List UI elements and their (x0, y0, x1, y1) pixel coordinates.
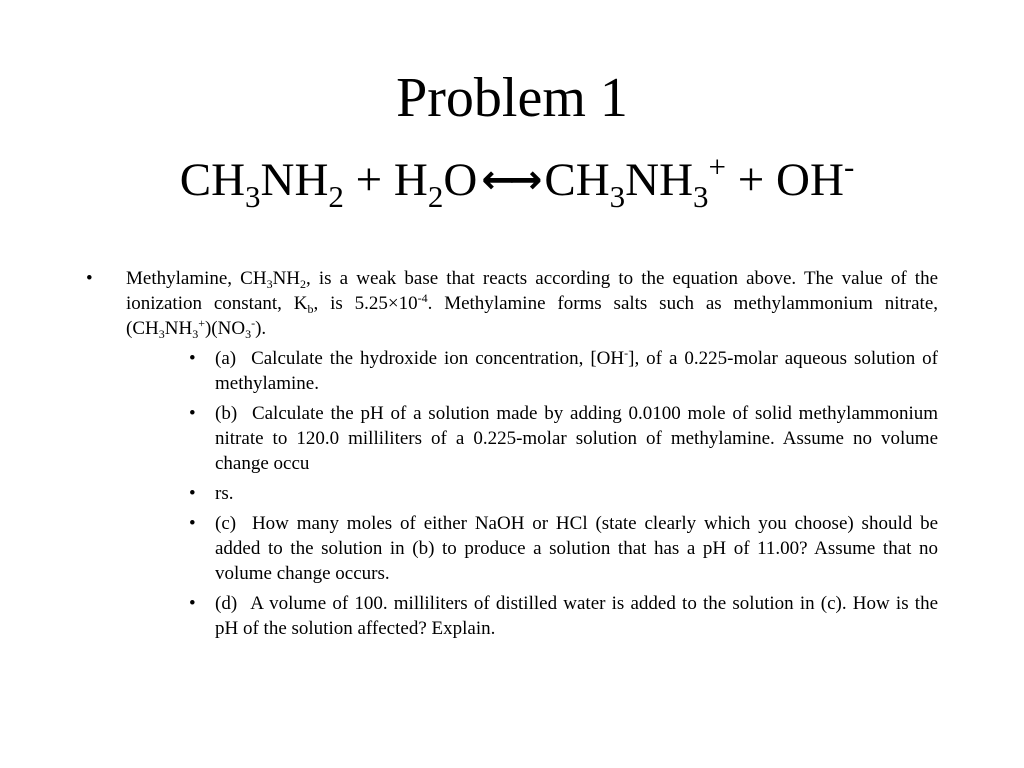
bullet: • (189, 348, 196, 369)
slide-title: Problem 1 (396, 67, 628, 129)
question-b: • (b) Calculate the pH of a solution made by adding 0.0100 mole of solid methylammonium nitrate to 120.0 milliliters of a 0.225-molar solution of methylamine. Assume no volume change occu (189, 403, 938, 474)
question-a: • (a) Calculate the hydroxide ion concentration, [OH-], of a 0.225-molar aqueous solution of methylamine. (189, 346, 939, 394)
question-d: • (d) A volume of 100. milliliters of distilled water is added to the solution in (c). How is the pH of the solution affected? Explain. (189, 593, 938, 639)
question-label: (b) (215, 403, 238, 424)
intro-paragraph: • Methylamine, $CH_3NH_2$, is a weak base that reacts according to the equation above. The value of the ionization constant, $K_b$, is $5.25\times 10^{-4}$. Methylamine forms salts such as methylammonium nitrate, $(CH_3NH_3^+)(NO_3^-)$. (86, 268, 939, 341)
product-methylammonium: $CH_3NH_3^+$ (544, 149, 727, 214)
plus-sign: + (726, 154, 777, 206)
equilibrium-arrows-icon: ←→ (481, 157, 537, 203)
problem-body (86, 266, 938, 641)
reactant-water: $H_2O$ (393, 154, 478, 214)
question-label: (c) (215, 513, 237, 534)
bullet: • (86, 268, 93, 289)
reactant-methylamine: $CH_3NH_2$ (179, 154, 344, 214)
question-label: (a) (215, 348, 237, 369)
product-hydroxide: OH- (776, 149, 855, 206)
bullet: • (189, 483, 196, 504)
question-label: (d) (215, 593, 238, 614)
bullet: • (189, 593, 196, 614)
question-c: • (c) How many moles of either NaOH or HCl (state clearly which you choose) should be added to the solution in (b) to produce a solution that has a pH of 11.00? Assume that no volume change occurs. (189, 513, 939, 584)
plus-sign: + (343, 154, 394, 206)
reaction-equation (0, 149, 1024, 214)
bullet: • (189, 403, 196, 424)
question-b-continuation: • rs. (189, 483, 234, 504)
bullet: • (189, 513, 196, 534)
